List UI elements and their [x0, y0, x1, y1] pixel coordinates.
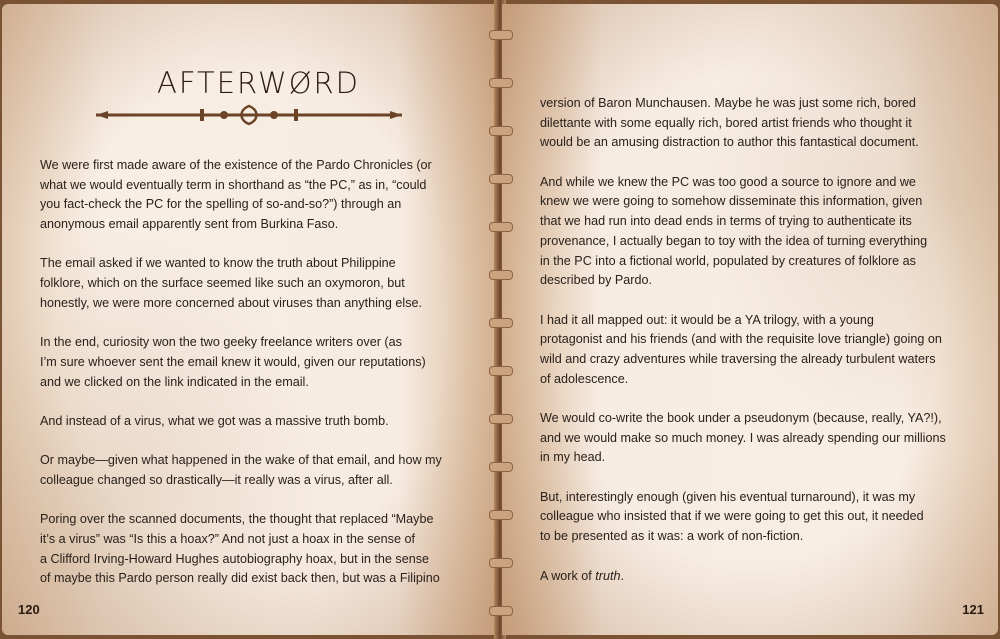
binding-ring	[489, 606, 513, 616]
paragraph	[40, 412, 442, 432]
text-line: that we had run into dead ends in terms of trying to authenticate its	[540, 214, 912, 229]
text-line: And instead of a virus, what we got was a massive truth bomb.	[40, 413, 389, 428]
paragraph	[40, 510, 442, 589]
text-line: We would co-write the book under a pseudonym (because, really, YA?!),	[540, 411, 942, 425]
text-line: protagonist and his friends (and with the requisite love triangle) going on	[540, 332, 942, 347]
text-line: you fact-check the PC for the spelling of so-and-so?”) through an	[40, 197, 402, 212]
text-line: wild and crazy adventures while traversing the already turbulent waters	[540, 351, 936, 366]
text-line: what we would eventually term in shorthand as “the PC,” as in, “could	[40, 177, 427, 192]
paragraph	[40, 333, 442, 392]
text-line: in the PC into a fictional world, populated by creatures of folklore as	[540, 253, 916, 268]
text-line: I’m sure whoever sent the email knew it would, given our reputations)	[40, 354, 426, 369]
closing-text: A work of	[540, 568, 596, 583]
text-line: colleague who insisted that if we were going to get this out, it needed	[540, 509, 924, 524]
closing-paragraph	[540, 567, 946, 587]
left-page	[2, 4, 498, 635]
text-line: Or maybe—given what happened in the wake of that email, and how my	[40, 453, 442, 468]
closing-punctuation: .	[620, 568, 624, 583]
text-line: it’s a virus” was “Is this a hoax?” And not just a hoax in the sense of	[40, 532, 415, 547]
binding-ring	[489, 270, 513, 280]
right-page	[502, 4, 998, 635]
text-line: of maybe this Pardo person really did exist back then, but was a Filipino	[40, 571, 440, 586]
paragraph	[40, 254, 442, 313]
text-line: Poring over the scanned documents, the thought that replaced “Maybe	[40, 512, 434, 527]
text-line: honestly, we were more concerned about viruses than anything else.	[40, 295, 422, 310]
title-ornament-icon	[94, 104, 404, 126]
binding-ring	[489, 126, 513, 136]
text-line: I had it all mapped out: it would be a YA trilogy, with a young	[540, 312, 874, 327]
binding-ring	[489, 462, 513, 472]
text-line: in my head.	[540, 450, 606, 465]
chapter-title: AFTERWØRD	[157, 66, 361, 100]
binding-ring	[489, 414, 513, 424]
text-line: colleague changed so drastically—it really was a virus, after all.	[40, 473, 393, 487]
left-page-body	[40, 156, 442, 609]
page-number: 121	[962, 602, 984, 617]
binding-ring	[489, 366, 513, 376]
text-line: dilettante with some equally rich, bored artist friends who thought it	[540, 115, 912, 130]
binding-ring	[489, 174, 513, 184]
text-line: But, interestingly enough (given his eventual turnaround), it was my	[540, 489, 916, 504]
text-line: version of Baron Munchausen. Maybe he was just some rich, bored	[540, 96, 916, 110]
paragraph	[540, 409, 946, 468]
text-line: and we clicked on the link indicated in the email.	[40, 374, 309, 389]
closing-emphasis: truth	[595, 568, 621, 583]
text-line: provenance, I actually began to toy with the idea of turning everything	[540, 233, 928, 248]
text-line: to be presented as it was: a work of non-fiction.	[540, 529, 804, 544]
text-line: and we would make so much money. I was already spending our millions	[540, 430, 946, 445]
paragraph	[40, 451, 442, 490]
paragraph	[540, 173, 946, 291]
text-line: described by Pardo.	[540, 273, 653, 288]
page-number: 120	[18, 602, 40, 617]
paragraph	[40, 156, 442, 235]
text-line: And while we knew the PC was too good a source to ignore and we	[540, 174, 916, 189]
right-page-body	[540, 94, 946, 606]
text-line: would be an amusing distraction to author this fantastical document.	[540, 135, 919, 150]
text-line: of adolescence.	[540, 371, 629, 386]
binding-ring	[489, 222, 513, 232]
binding-ring	[489, 558, 513, 568]
text-line: anonymous email apparently sent from Burkina Faso.	[40, 217, 339, 232]
text-line: The email asked if we wanted to know the truth about Philippine	[40, 256, 396, 271]
text-line: In the end, curiosity won the two geeky freelance writers over (as	[40, 335, 402, 350]
binding-ring	[489, 318, 513, 328]
paragraph	[540, 311, 946, 390]
text-line: folklore, which on the surface seemed like such an oxymoron, but	[40, 276, 405, 291]
text-line: a Clifford Irving-Howard Hughes autobiography hoax, but in the sense	[40, 551, 430, 566]
text-line: We were first made aware of the existence of the Pardo Chronicles (or	[40, 158, 432, 172]
text-line	[540, 567, 946, 587]
binding-ring	[489, 510, 513, 520]
text-line: knew we were going to somehow disseminate this information, given	[540, 194, 923, 209]
paragraph	[540, 488, 946, 547]
binding-ring	[489, 30, 513, 40]
paragraph	[540, 94, 946, 153]
binding-ring	[489, 78, 513, 88]
